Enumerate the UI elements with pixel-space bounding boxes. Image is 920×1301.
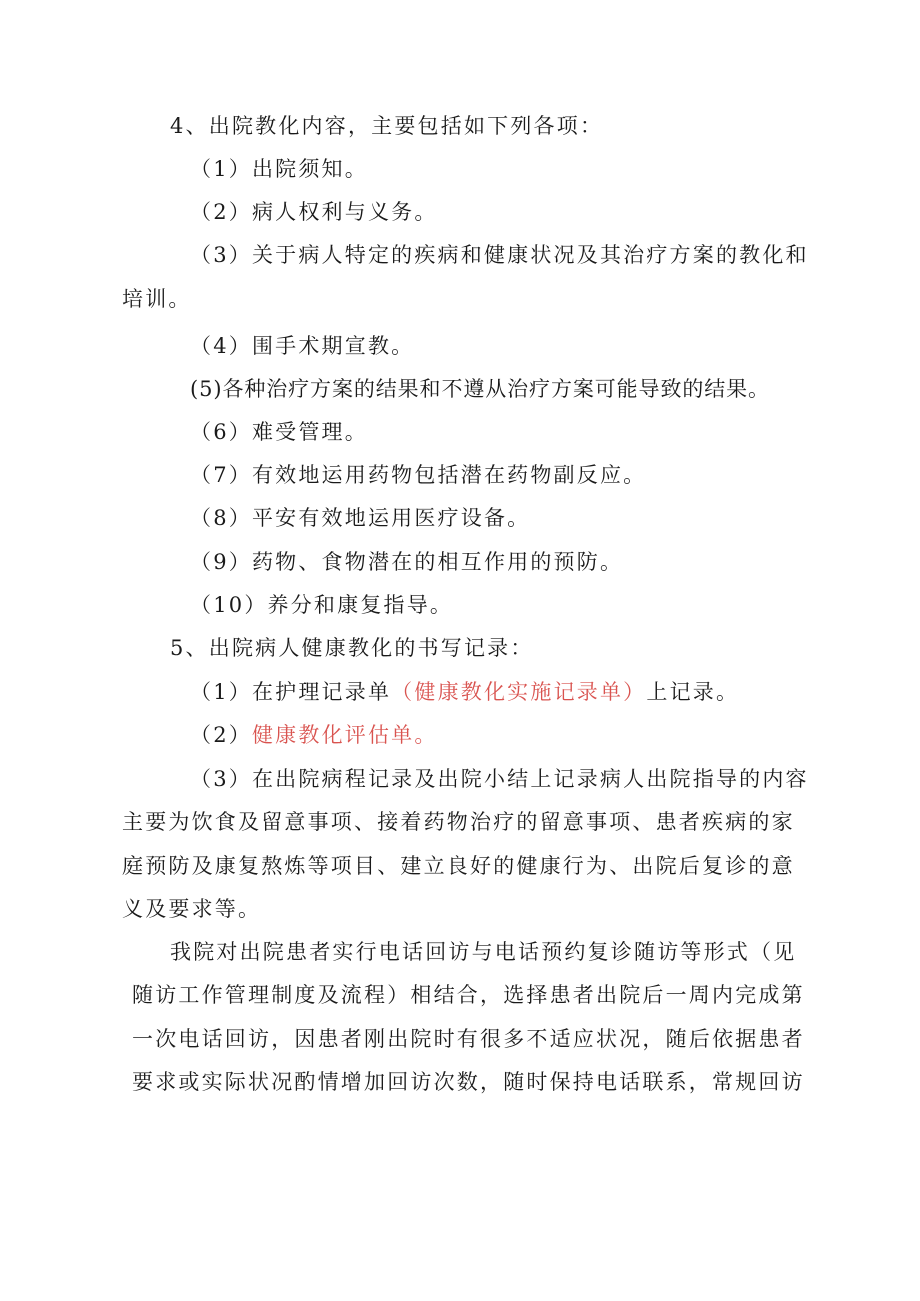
closing-paragraph-line-2: 随访工作管理制度及流程）相结合，选择患者出院后一周内完成第 [132,983,805,1007]
section4-item-2: （2）病人权利与义务。 [190,200,438,224]
section4-item-10: （10）养分和康复指导。 [190,593,454,617]
section5-item-2-highlight: 健康教化评估单。 [251,723,438,747]
section5-item-3-line-3: 庭预防及康复熬炼等项目、建立良好的健康行为、出院后复诊的意 [122,854,795,878]
section5-item-2-prefix: （2） [190,723,252,747]
section4-item-4: （4）围手术期宣教。 [190,334,415,358]
section5-item-3-line-4: 义及要求等。 [122,897,262,921]
section5-item-3-line-1: （3）在出院病程记录及出院小结上记录病人出院指导的内容 [190,767,809,791]
section4-item-7: （7）有效地运用药物包括潜在药物副反应。 [190,463,647,487]
closing-paragraph-line-4: 要求或实际状况酌情增加回访次数，随时保持电话联系，常规回访 [132,1070,805,1094]
closing-paragraph-line-1: 我院对出院患者实行电话回访与电话预约复诊随访等形式（见 [170,940,797,964]
section5-item-3-line-2: 主要为饮食及留意事项、接着药物治疗的留意事项、患者疾病的家 [122,810,795,834]
section4-heading: 4、出院教化内容，主要包括如下列各项： [170,114,604,138]
section4-item-3: （3）关于病人特定的疾病和健康状况及其治疗方案的教化和 [190,243,809,267]
section4-item-9: （9）药物、食物潜在的相互作用的预防。 [190,550,624,574]
section5-item-1-suffix: 上记录。 [646,680,740,704]
section4-item-8: （8）平安有效地运用医疗设备。 [190,506,531,530]
closing-paragraph-line-3: 一次电话回访，因患者刚出院时有很多不适应状况，随后依据患者 [132,1027,805,1051]
section5-heading: 5、出院病人健康教化的书写记录： [170,636,534,660]
section5-item-1 [190,678,739,706]
section4-item-1: （1）出院须知。 [190,157,368,181]
section5-item-2 [190,721,438,749]
section5-item-1-prefix: （1）在护理记录单 [190,680,392,704]
section4-item-5: (5)各种治疗方案的结果和不遵从治疗方案可能导致的结果。 [190,377,770,401]
section4-item-6: （6）难受管理。 [190,420,368,444]
section4-item-3-continued: 培训。 [122,287,192,311]
section5-item-1-highlight: （健康教化实施记录单） [391,680,647,704]
